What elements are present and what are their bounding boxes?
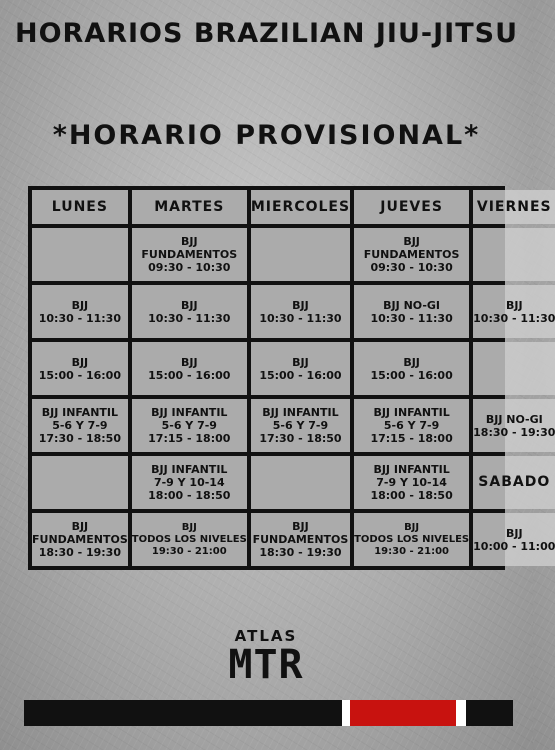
belt-red-stripe — [350, 700, 456, 726]
schedule-cell — [251, 285, 350, 338]
cell-line: FUNDAMENTOS — [141, 248, 238, 261]
cell-line: FUNDAMENTOS — [252, 533, 349, 546]
cell-line: 5-6 Y 7-9 — [383, 419, 440, 432]
empty-cell — [251, 228, 350, 281]
cell-line: 5-6 Y 7-9 — [161, 419, 217, 432]
cell-line: 15:00 - 16:00 — [259, 368, 342, 382]
schedule-cell — [354, 285, 469, 338]
cell-line: 17:15 - 18:00 — [370, 432, 453, 445]
page-subtitle: *HORARIO PROVISIONAL* — [52, 120, 481, 151]
cell-line: LUNES — [51, 198, 108, 215]
cell-line: BJJ INFANTIL — [151, 463, 228, 476]
belt-graphic — [24, 700, 513, 726]
day-header — [32, 190, 128, 224]
schedule-cell — [251, 513, 350, 566]
schedule-cell — [354, 513, 469, 566]
cell-line: BJJ — [505, 298, 523, 312]
cell-line: BJJ — [403, 235, 420, 248]
cell-line: BJJ INFANTIL — [151, 406, 228, 419]
schedule-cell — [473, 285, 555, 338]
cell-line: 18:30 - 19:30 — [473, 425, 555, 439]
cell-line: 15:00 - 16:00 — [38, 368, 121, 382]
belt-bar — [342, 700, 466, 726]
cell-line: 17:30 - 18:50 — [259, 432, 342, 445]
cell-line: BJJ — [71, 355, 89, 369]
logo-main-text: MTR — [228, 642, 304, 688]
cell-line: 09:30 - 10:30 — [148, 261, 231, 274]
cell-line: BJJ — [292, 298, 309, 312]
cell-line: 7-9 Y 10-14 — [153, 476, 225, 489]
cell-line: 7-9 Y 10-14 — [376, 476, 447, 489]
schedule-cell — [132, 456, 247, 509]
cell-line: 18:30 - 19:30 — [38, 546, 121, 559]
cell-line: 5-6 Y 7-9 — [272, 419, 329, 432]
cell-line: BJJ — [71, 298, 89, 312]
cell-line: BJJ — [71, 520, 89, 533]
schedule-cell — [32, 399, 128, 452]
logo-top-text: ATLAS — [234, 627, 298, 645]
cell-line: 10:00 - 11:00 — [473, 539, 555, 553]
cell-line: BJJ INFANTIL — [41, 406, 119, 419]
day-header — [132, 190, 247, 224]
cell-line: BJJ INFANTIL — [373, 406, 450, 419]
cell-line: FUNDAMENTOS — [363, 248, 460, 261]
page-title: HORARIOS BRAZILIAN JIU-JITSU — [14, 18, 518, 49]
schedule-cell — [473, 513, 555, 566]
day-header — [473, 190, 555, 224]
cell-line: BJJ — [181, 355, 198, 369]
empty-cell — [473, 342, 555, 395]
schedule-cell — [32, 342, 128, 395]
schedule-cell — [473, 399, 555, 452]
schedule-cell — [32, 513, 128, 566]
schedule-cell — [251, 342, 350, 395]
cell-line: BJJ INFANTIL — [373, 463, 450, 476]
empty-cell — [473, 228, 555, 281]
cell-line: FUNDAMENTOS — [32, 533, 128, 546]
cell-line: 15:00 - 16:00 — [370, 368, 453, 382]
cell-line: BJJ NO-GI — [383, 298, 441, 312]
cell-line: 10:30 - 11:30 — [370, 311, 453, 325]
cell-line: 17:30 - 18:50 — [38, 432, 121, 445]
schedule-cell — [132, 399, 247, 452]
day-header — [251, 190, 350, 224]
cell-line: TODOS LOS NIVELES — [131, 533, 247, 545]
cell-line: BJJ — [181, 298, 198, 312]
cell-line: JUEVES — [380, 198, 443, 215]
schedule-cell — [473, 456, 555, 509]
cell-line: 18:30 - 19:30 — [259, 546, 342, 559]
cell-line: BJJ — [505, 526, 523, 540]
schedule-cell — [132, 342, 247, 395]
schedule-cell — [251, 399, 350, 452]
cell-line: BJJ — [181, 235, 198, 248]
cell-line: 10:30 - 11:30 — [259, 311, 342, 325]
cell-line: BJJ — [292, 520, 309, 533]
schedule-table — [28, 186, 555, 570]
schedule-cell — [132, 228, 247, 281]
cell-line: 19:30 - 21:00 — [151, 545, 227, 557]
schedule-cell — [354, 399, 469, 452]
atlas-mtr-logo — [216, 628, 316, 686]
cell-line: VIERNES — [476, 198, 552, 215]
empty-cell — [32, 228, 128, 281]
schedule-cell — [132, 285, 247, 338]
cell-line: 5-6 Y 7-9 — [52, 419, 108, 432]
cell-line: BJJ — [403, 355, 420, 369]
cell-line: 19:30 - 21:00 — [374, 545, 449, 557]
cell-line: 10:30 - 11:30 — [38, 311, 121, 325]
cell-line: MIERCOLES — [250, 198, 351, 215]
cell-line: BJJ — [404, 521, 420, 533]
cell-line: TODOS LOS NIVELES — [354, 533, 470, 545]
cell-line: SABADO — [478, 474, 551, 490]
schedule-cell — [354, 228, 469, 281]
empty-cell — [251, 456, 350, 509]
cell-line: 18:00 - 18:50 — [370, 489, 453, 502]
cell-line: BJJ — [292, 355, 309, 369]
schedule-cell — [354, 456, 469, 509]
cell-line: MARTES — [154, 198, 225, 215]
cell-line: 09:30 - 10:30 — [370, 261, 453, 274]
cell-line: 15:00 - 16:00 — [148, 368, 231, 382]
schedule-cell — [32, 285, 128, 338]
schedule-cell — [354, 342, 469, 395]
cell-line: BJJ INFANTIL — [262, 406, 339, 419]
cell-line: 18:00 - 18:50 — [148, 489, 231, 502]
schedule-cell — [132, 513, 247, 566]
empty-cell — [32, 456, 128, 509]
cell-line: 17:15 - 18:00 — [148, 432, 231, 445]
day-header — [354, 190, 469, 224]
cell-line: 10:30 - 11:30 — [148, 311, 231, 325]
cell-line: 10:30 - 11:30 — [473, 311, 555, 325]
cell-line: BJJ NO-GI — [485, 412, 543, 426]
cell-line: BJJ — [181, 521, 197, 533]
